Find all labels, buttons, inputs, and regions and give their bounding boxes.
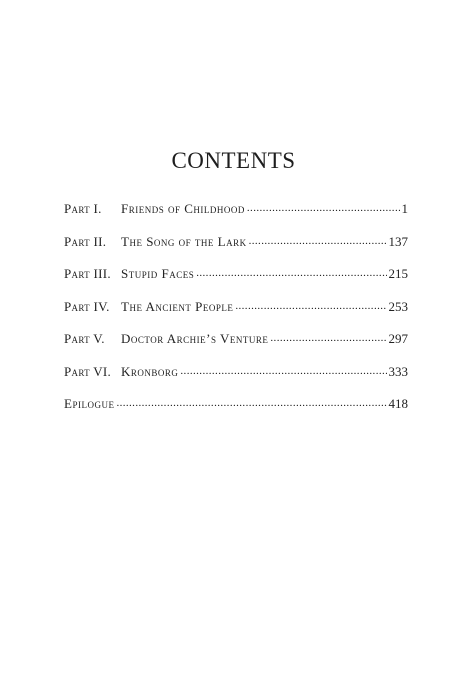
toc-entry-epilogue <box>64 395 408 428</box>
toc-page-number: 418 <box>388 396 408 411</box>
dot-leader <box>116 395 386 408</box>
dot-leader <box>249 233 387 246</box>
toc-page-number: 297 <box>388 331 408 346</box>
toc-chapter-title: The Ancient People <box>121 298 234 314</box>
toc-chapter-title: Stupid Faces <box>121 266 195 281</box>
toc-page-number: 333 <box>388 363 408 379</box>
toc-entry-part-1 <box>64 200 408 233</box>
toc-page-number: 253 <box>388 298 408 314</box>
toc-page-number: 215 <box>388 266 408 281</box>
toc-chapter-title: The Song of the Lark <box>121 233 247 249</box>
toc-entry-part-2 <box>64 233 408 266</box>
dot-leader <box>180 363 386 376</box>
toc-entry-part-3 <box>64 265 408 298</box>
toc-part-label: Part I. <box>64 201 102 216</box>
toc-part-label: Part II. <box>64 233 107 249</box>
dot-leader <box>196 265 386 278</box>
toc-part-label: Part V. <box>64 331 105 346</box>
dot-leader <box>270 330 386 343</box>
toc-chapter-title: Friends of Childhood <box>121 201 245 216</box>
dot-leader <box>235 298 386 311</box>
toc-page-number: 137 <box>388 233 408 249</box>
dot-leader <box>247 200 400 213</box>
toc-chapter-title: Epilogue <box>64 396 115 411</box>
toc-entry-part-6 <box>64 363 408 396</box>
contents-heading: CONTENTS <box>171 148 296 173</box>
toc-entry-part-4 <box>64 298 408 331</box>
toc-page-number: 1 <box>401 201 408 216</box>
toc-chapter-title: Kronborg <box>121 363 179 379</box>
toc-entry-part-5 <box>64 330 408 363</box>
toc-chapter-title: Doctor Archie’s Venture <box>121 331 269 346</box>
toc-part-label: Part IV. <box>64 298 110 314</box>
table-of-contents <box>64 200 408 428</box>
toc-part-label: Part III. <box>64 266 111 281</box>
toc-part-label: Part VI. <box>64 363 112 379</box>
